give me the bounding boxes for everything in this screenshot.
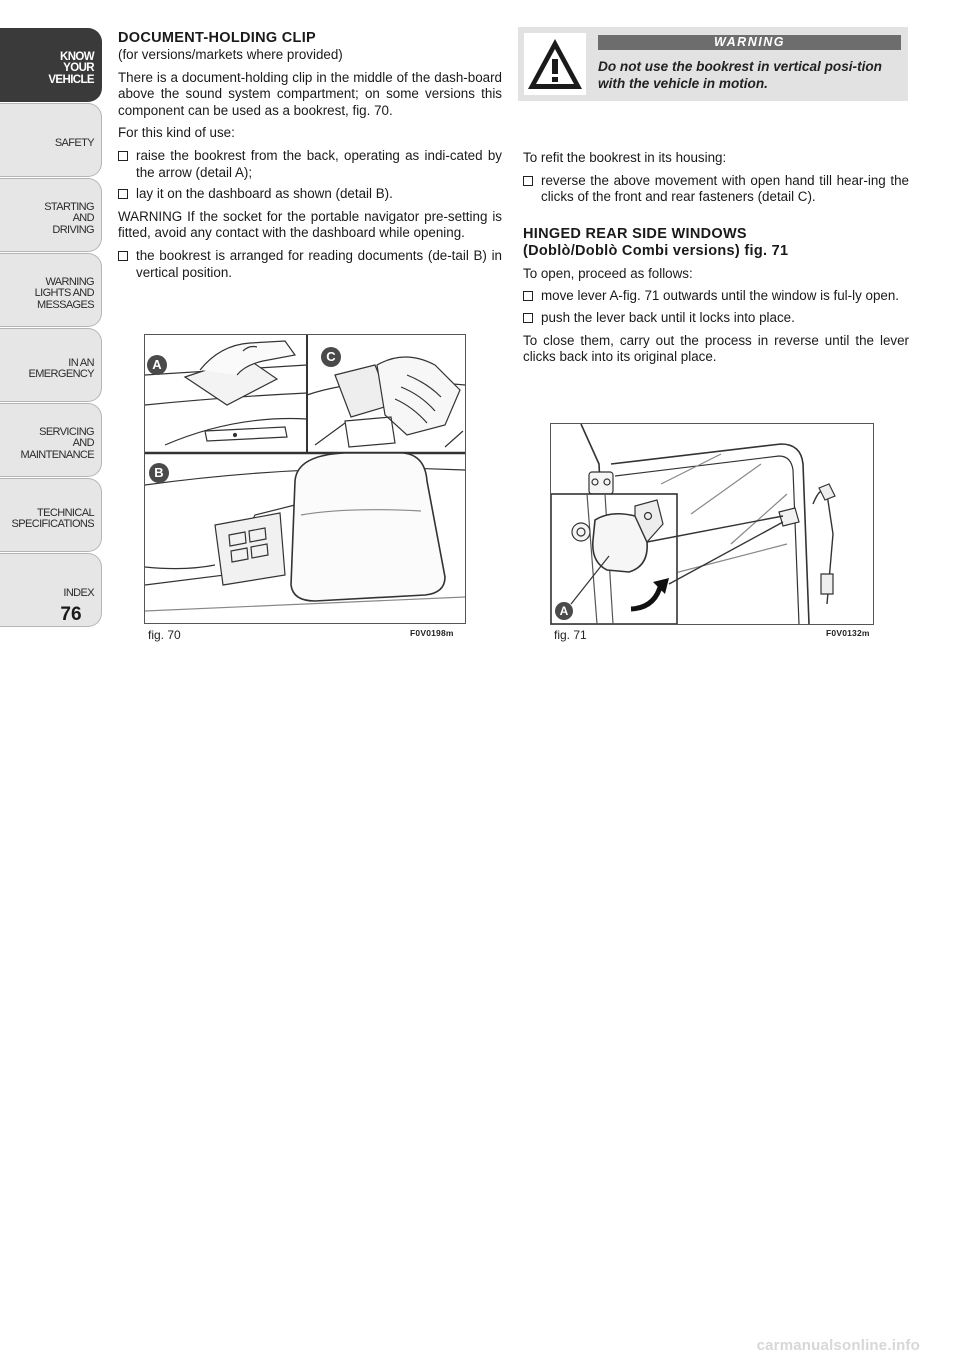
warning-text: Do not use the bookrest in vertical posi-tion with the vehicle in motion. bbox=[598, 59, 882, 91]
bullet-list bbox=[523, 288, 909, 326]
section-subheading: (for versions/markets where provided) bbox=[118, 47, 343, 62]
bullet-list bbox=[523, 173, 909, 206]
paragraph: For this kind of use: bbox=[118, 125, 235, 141]
figure-71-rear-window-illustration bbox=[550, 423, 874, 625]
tab-label: SAFETY bbox=[54, 137, 94, 150]
tab-servicing-and-maintenance[interactable] bbox=[0, 403, 102, 477]
paragraph: To close them, carry out the process in reverse until the lever clicks back into its original place. bbox=[523, 332, 909, 365]
left-column bbox=[118, 30, 502, 287]
detail-label-a: A bbox=[147, 355, 167, 375]
section-tabs bbox=[0, 28, 102, 628]
figure-code: F0V0198m bbox=[410, 628, 454, 638]
list-item: reverse the above movement with open hand till hear-ing the clicks of the front and rear fasteners (detail C). bbox=[523, 173, 909, 206]
section-heading: DOCUMENT-HOLDING CLIP bbox=[118, 30, 317, 46]
tab-label: IN AN EMERGENCY bbox=[28, 356, 94, 380]
paragraph: To open, proceed as follows: bbox=[523, 265, 693, 281]
paragraph: WARNING If the socket for the portable navigator pre-setting is fitted, avoid any contact with the dashboard while opening. bbox=[118, 208, 502, 241]
paragraph: To refit the bookrest in its housing: bbox=[523, 150, 727, 165]
figure-code: F0V0132m bbox=[826, 628, 870, 638]
bullet-list bbox=[118, 148, 502, 203]
paragraph: There is a document-holding clip in the middle of the dash-board above the sound system compartment; on some versions this component can be used as a bookrest, fig. 70. bbox=[118, 69, 502, 118]
section-heading-sub: (Doblò/Doblò Combi versions) fig. 71 bbox=[523, 242, 789, 259]
warning-box bbox=[518, 27, 908, 101]
figure-caption: fig. 70 bbox=[148, 628, 181, 642]
tab-label: STARTING AND DRIVING bbox=[44, 200, 94, 236]
tab-label: TECHNICAL SPECIFICATIONS bbox=[11, 506, 94, 530]
tab-label: WARNING LIGHTS AND MESSAGES bbox=[34, 275, 94, 311]
figure-caption: fig. 71 bbox=[554, 628, 587, 642]
list-item: move lever A-fig. 71 outwards until the window is ful-ly open. bbox=[523, 288, 909, 305]
list-item: lay it on the dashboard as shown (detail B). bbox=[118, 186, 502, 203]
right-column bbox=[523, 150, 909, 372]
tab-starting-and-driving[interactable] bbox=[0, 178, 102, 252]
warning-triangle-icon bbox=[524, 33, 586, 95]
tab-label: INDEX bbox=[63, 587, 94, 600]
list-item: the bookrest is arranged for reading documents (de-tail B) in vertical position. bbox=[118, 248, 502, 281]
warning-title: WARNING bbox=[598, 35, 901, 50]
tab-safety[interactable] bbox=[0, 103, 102, 177]
tab-warning-lights-and-messages[interactable] bbox=[0, 253, 102, 327]
watermark: carmanualsonline.info bbox=[756, 1337, 920, 1354]
tab-in-an-emergency[interactable] bbox=[0, 328, 102, 402]
list-item: push the lever back until it locks into place. bbox=[523, 310, 909, 327]
tab-label: KNOW YOUR VEHICLE bbox=[48, 50, 94, 86]
detail-label-a: A bbox=[555, 602, 573, 620]
figure-70-bookrest-illustration bbox=[144, 334, 466, 624]
tab-label: SERVICING AND MAINTENANCE bbox=[20, 425, 94, 461]
page-number: 76 bbox=[60, 604, 82, 625]
tab-technical-specifications[interactable] bbox=[0, 478, 102, 552]
detail-label-b: B bbox=[149, 463, 169, 483]
detail-label-c: C bbox=[321, 347, 341, 367]
section-heading: HINGED REAR SIDE WINDOWS bbox=[523, 225, 747, 242]
bullet-list bbox=[118, 248, 502, 281]
tab-know-your-vehicle[interactable] bbox=[0, 28, 102, 102]
list-item: raise the bookrest from the back, operating as indi-cated by the arrow (detail A); bbox=[118, 148, 502, 181]
